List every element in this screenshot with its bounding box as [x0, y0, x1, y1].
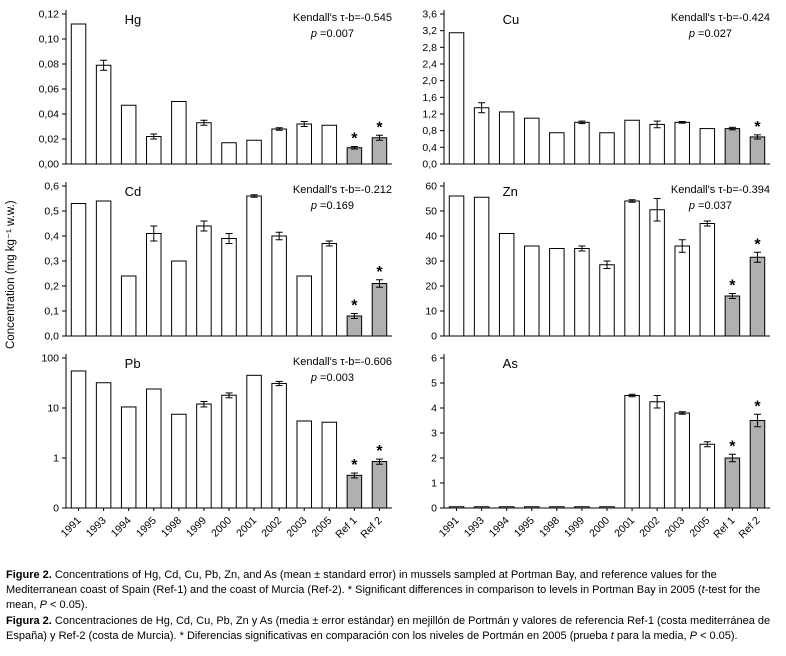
- bar-group-2005: [322, 125, 337, 164]
- bar-group-2003: [675, 122, 690, 165]
- figure-caption-1: [6, 568, 778, 613]
- data-bar: [121, 105, 136, 164]
- caption-segment: para la media,: [613, 629, 690, 642]
- bar-group-2001: [625, 120, 640, 164]
- data-bar: [121, 407, 136, 508]
- x-tick-label: Ref 1: [711, 514, 738, 541]
- data-bar: [297, 276, 312, 336]
- x-tick-label: 1995: [133, 514, 159, 540]
- bar-group-2005: [700, 129, 715, 164]
- y-tick-label: 0,5: [44, 205, 59, 218]
- bar-group-2003: [675, 412, 690, 508]
- y-tick-label: 0,10: [38, 33, 59, 46]
- bar-group-2002: [650, 121, 665, 164]
- significance-asterisk: *: [351, 130, 358, 148]
- x-tick-label: 2003: [662, 514, 688, 540]
- data-bar: [449, 507, 464, 508]
- y-tick-label: 0,04: [38, 108, 59, 121]
- data-bar: [550, 133, 565, 164]
- x-tick-label: 1993: [83, 514, 109, 540]
- bar-group-2001: [247, 195, 261, 336]
- bar-group-2005: [700, 221, 715, 336]
- data-bar: [322, 125, 337, 164]
- bar-group-ref-2: [750, 398, 765, 508]
- x-tick-label: 1998: [536, 514, 562, 540]
- data-bar: [71, 24, 86, 164]
- data-bar: [222, 143, 237, 164]
- bar-group-1994: [499, 112, 514, 164]
- bar-group-1991: [71, 204, 86, 337]
- y-tick-label: 2,0: [422, 75, 437, 88]
- data-bar: [700, 129, 715, 164]
- x-tick-label: 2000: [209, 514, 235, 540]
- bar-group-2002: [272, 381, 287, 508]
- bar-group-ref-1: [347, 298, 362, 337]
- data-bar: [650, 124, 665, 164]
- y-tick-label: 0,2: [44, 280, 59, 293]
- y-tick-label: 0: [53, 502, 59, 515]
- bar-group-2000: [222, 393, 237, 508]
- bar-group-2001: [247, 375, 261, 508]
- data-bar: [96, 201, 111, 336]
- bar-group-2000: [600, 133, 615, 164]
- data-bar: [121, 276, 136, 336]
- bar-group-ref-2: [750, 119, 765, 164]
- bar-group-ref-1: [725, 278, 740, 337]
- x-tick-label: 1998: [158, 514, 184, 540]
- bar-group-2002: [272, 128, 287, 164]
- x-tick-label: Ref 2: [358, 514, 385, 541]
- x-tick-label: 2001: [234, 514, 260, 540]
- y-tick-label: 10: [425, 305, 437, 318]
- data-bar: [575, 249, 590, 337]
- significance-asterisk: *: [351, 457, 358, 475]
- bar-group-1994: [121, 407, 136, 508]
- x-tick-label: 1994: [486, 514, 512, 540]
- data-bar: [247, 375, 261, 508]
- y-tick-label: 60: [425, 180, 437, 193]
- bar-group-1998: [550, 507, 565, 508]
- significance-asterisk: *: [754, 118, 761, 136]
- x-tick-label: Ref 1: [333, 514, 360, 541]
- caption-segment: Concentraciones de Hg, Cd, Cu, Pb, Zn y As (media ± error estándar) en mejillón de Portmán y valores de referencia Ref-1 (costa mediterránea de España) y Ref-2 (costa de Murcia). * Diferencias significativas en comparación con los niveles de Portmán en 2005 (prueba: [6, 614, 771, 642]
- y-tick-label: 40: [425, 230, 437, 243]
- caption-segment: -test for the mean,: [6, 583, 761, 611]
- data-bar: [71, 371, 86, 508]
- chart-title: As: [502, 356, 518, 371]
- data-bar: [700, 224, 715, 337]
- data-bar: [625, 396, 640, 509]
- data-bar: [172, 102, 187, 165]
- reference-bar: [725, 296, 740, 336]
- reference-bar: [372, 462, 387, 508]
- bar-group-2003: [675, 240, 690, 336]
- y-tick-label: 2: [431, 452, 437, 465]
- p-value-annotation: p =0.037: [688, 200, 732, 212]
- data-bar: [272, 236, 287, 336]
- data-bar: [222, 395, 237, 508]
- bar-group-2001: [247, 140, 261, 164]
- significance-asterisk: *: [376, 119, 383, 137]
- y-tick-label: 0,12: [38, 8, 59, 21]
- data-bar: [700, 444, 715, 508]
- data-bar: [600, 133, 615, 164]
- chart-title: Pb: [124, 356, 141, 371]
- bar-group-1994: [499, 234, 514, 337]
- bar-group-1994: [121, 105, 136, 164]
- bar-group-1991: [449, 507, 464, 508]
- y-tick-label: 0,6: [44, 180, 59, 193]
- y-tick-label: 2,4: [422, 58, 437, 71]
- x-tick-label: 2005: [687, 514, 713, 540]
- data-bar: [172, 261, 187, 336]
- x-tick-label: 1994: [108, 514, 134, 540]
- p-value-annotation: p =0.169: [310, 200, 354, 212]
- data-bar: [474, 507, 489, 508]
- data-bar: [625, 201, 640, 336]
- y-tick-label: 6: [431, 352, 437, 365]
- bar-group-1995: [525, 246, 540, 336]
- data-bar: [322, 244, 337, 337]
- y-tick-label: 0,02: [38, 133, 59, 146]
- bar-group-2002: [650, 199, 665, 337]
- y-tick-label: 0,0: [44, 330, 59, 343]
- y-tick-label: 0,06: [38, 83, 59, 96]
- bar-group-1995: [147, 226, 162, 336]
- y-tick-label: 5: [431, 377, 437, 390]
- data-bar: [197, 404, 212, 508]
- kendall-annotation: Kendall's τ-b=-0.424: [670, 12, 770, 24]
- x-tick-label: 2003: [284, 514, 310, 540]
- y-tick-label: 0,4: [44, 230, 59, 243]
- y-tick-label: 20: [425, 280, 437, 293]
- data-bar: [272, 129, 287, 164]
- reference-bar: [750, 137, 765, 164]
- y-tick-label: 1: [431, 477, 437, 490]
- data-bar: [575, 122, 590, 164]
- significance-asterisk: *: [754, 236, 761, 254]
- y-tick-label: 0,4: [422, 141, 437, 154]
- bar-group-1994: [121, 276, 136, 336]
- bar-group-ref-1: [725, 127, 740, 164]
- data-bar: [147, 234, 162, 337]
- kendall-annotation: Kendall's τ-b=-0.606: [292, 356, 392, 368]
- caption-segment: P: [689, 629, 697, 642]
- bar-group-2003: [297, 122, 312, 165]
- p-value-annotation: p =0.007: [310, 28, 354, 40]
- significance-asterisk: *: [729, 277, 736, 295]
- data-bar: [575, 507, 590, 508]
- figure-caption-2: [6, 614, 778, 644]
- bar-group-2005: [700, 442, 715, 508]
- bar-group-1998: [550, 249, 565, 337]
- x-tick-label: 2001: [612, 514, 638, 540]
- y-tick-label: 0: [431, 330, 437, 343]
- chart-grid: [22, 2, 778, 564]
- bar-group-1991: [449, 33, 464, 164]
- x-tick-label: 1991: [58, 514, 84, 540]
- reference-bar: [750, 257, 765, 336]
- data-bar: [499, 112, 514, 164]
- data-bar: [550, 507, 565, 508]
- data-bar: [625, 120, 640, 164]
- x-tick-label: 2002: [259, 514, 285, 540]
- bar-group-2000: [222, 234, 237, 337]
- y-tick-label: 0,8: [422, 125, 437, 138]
- data-bar: [675, 122, 690, 164]
- chart-title: Zn: [502, 184, 518, 199]
- data-bar: [147, 137, 162, 165]
- bar-group-1998: [172, 261, 187, 336]
- bar-group-ref-2: [750, 236, 765, 336]
- data-bar: [247, 140, 261, 164]
- data-bar: [600, 507, 615, 508]
- figure-captions: [4, 564, 782, 644]
- data-bar: [474, 197, 489, 336]
- bar-group-2005: [322, 241, 337, 336]
- bar-group-1995: [525, 118, 540, 164]
- data-bar: [525, 507, 540, 508]
- bar-group-2003: [297, 276, 312, 336]
- bar-group-1994: [499, 507, 514, 508]
- data-bar: [297, 421, 312, 508]
- data-bar: [197, 123, 212, 164]
- reference-bar: [347, 148, 362, 164]
- bar-group-1993: [474, 103, 489, 164]
- bar-group-ref-1: [725, 438, 740, 508]
- y-tick-label: 0,08: [38, 58, 59, 71]
- bar-group-2005: [322, 422, 337, 508]
- x-tick-label: 2002: [637, 514, 663, 540]
- bar-group-2000: [222, 143, 237, 164]
- data-bar: [675, 246, 690, 336]
- x-tick-label: 1999: [184, 514, 210, 540]
- p-value-annotation: p =0.003: [310, 372, 354, 384]
- data-bar: [499, 234, 514, 337]
- x-tick-label: 1999: [562, 514, 588, 540]
- data-bar: [525, 118, 540, 164]
- bar-group-1995: [147, 389, 162, 508]
- kendall-annotation: Kendall's τ-b=-0.394: [670, 184, 770, 196]
- caption-segment: t: [610, 629, 614, 642]
- y-axis-label: Concentration (mg kg⁻¹ w.w.): [5, 200, 17, 349]
- significance-asterisk: *: [376, 443, 383, 461]
- kendall-annotation: Kendall's τ-b=-0.545: [292, 12, 392, 24]
- data-bar: [222, 239, 237, 337]
- bar-group-1995: [525, 507, 540, 508]
- bar-group-1995: [147, 134, 162, 164]
- significance-asterisk: *: [754, 398, 761, 416]
- bar-group-1998: [550, 133, 565, 164]
- reference-bar: [347, 475, 362, 508]
- data-bar: [449, 33, 464, 164]
- y-tick-label: 0,0: [422, 158, 437, 171]
- data-bar: [650, 402, 665, 508]
- bar-group-1991: [71, 371, 86, 508]
- kendall-annotation: Kendall's τ-b=-0.212: [292, 184, 392, 196]
- data-bar: [650, 210, 665, 336]
- bar-group-1993: [474, 507, 489, 508]
- chart-zn: [400, 174, 778, 346]
- caption-segment: < 0.05).: [46, 598, 88, 611]
- caption-segment: P: [39, 598, 47, 611]
- x-tick-label: Ref 2: [736, 514, 763, 541]
- x-tick-label: 2005: [309, 514, 335, 540]
- bar-group-ref-2: [372, 264, 387, 336]
- chart-hg: [22, 2, 400, 174]
- data-bar: [600, 265, 615, 336]
- y-tick-label: 2,8: [422, 41, 437, 54]
- y-tick-label: 3,6: [422, 8, 437, 21]
- bar-group-1999: [575, 507, 590, 508]
- data-bar: [675, 413, 690, 508]
- chart-as: [400, 346, 778, 564]
- bar-group-ref-1: [347, 131, 362, 165]
- data-bar: [247, 196, 261, 336]
- y-tick-label: 0: [431, 502, 437, 515]
- chart-cd: [22, 174, 400, 346]
- bar-group-1998: [172, 414, 187, 508]
- significance-asterisk: *: [376, 263, 383, 281]
- bar-group-1999: [197, 401, 212, 508]
- chart-pb: [22, 346, 400, 564]
- x-tick-label: 1991: [436, 514, 462, 540]
- bar-group-2002: [272, 232, 287, 336]
- bar-group-1993: [96, 201, 111, 336]
- data-bar: [71, 204, 86, 337]
- bar-group-2003: [297, 421, 312, 508]
- bar-group-1991: [71, 24, 86, 164]
- y-tick-label: 3: [431, 427, 437, 440]
- reference-bar: [372, 284, 387, 337]
- data-bar: [96, 65, 111, 164]
- data-bar: [525, 246, 540, 336]
- chart-title: Hg: [124, 12, 142, 27]
- bar-group-ref-2: [372, 443, 387, 508]
- y-tick-label: 10: [47, 402, 59, 415]
- significance-asterisk: *: [729, 438, 736, 456]
- y-tick-label: 50: [425, 205, 437, 218]
- reference-bar: [750, 421, 765, 509]
- bar-group-1999: [197, 221, 212, 336]
- bar-group-1998: [172, 102, 187, 165]
- significance-asterisk: *: [351, 297, 358, 315]
- data-bar: [499, 507, 514, 508]
- chart-cu: [400, 2, 778, 174]
- data-bar: [474, 108, 489, 164]
- p-value-annotation: p =0.027: [688, 28, 732, 40]
- bar-group-2001: [625, 394, 640, 508]
- chart-title: Cd: [124, 184, 142, 199]
- bar-group-1991: [449, 196, 464, 336]
- bar-group-1999: [575, 121, 590, 164]
- y-tick-label: 1,6: [422, 91, 437, 104]
- bar-group-2000: [600, 261, 615, 336]
- caption-segment: Figura 2.: [6, 614, 52, 627]
- data-bar: [172, 414, 187, 508]
- data-bar: [550, 249, 565, 337]
- y-tick-label: 3,2: [422, 25, 437, 38]
- bar-group-2002: [650, 396, 665, 509]
- caption-segment: Figure 2.: [6, 569, 52, 581]
- bar-group-ref-2: [372, 119, 387, 164]
- y-tick-label: 0,3: [44, 255, 59, 268]
- x-tick-label: 1993: [461, 514, 487, 540]
- bar-group-ref-1: [347, 457, 362, 508]
- data-bar: [147, 389, 162, 508]
- y-tick-label: 100: [41, 352, 59, 365]
- bar-group-1993: [474, 197, 489, 336]
- bar-group-1993: [96, 60, 111, 164]
- bar-group-1999: [575, 246, 590, 336]
- bar-group-1999: [197, 120, 212, 164]
- data-bar: [197, 226, 212, 336]
- data-bar: [272, 383, 287, 508]
- x-tick-label: 2000: [587, 514, 613, 540]
- caption-segment: t: [701, 583, 705, 596]
- reference-bar: [372, 138, 387, 164]
- x-tick-label: 1995: [511, 514, 537, 540]
- y-tick-label: 0,1: [44, 305, 59, 318]
- bar-group-2001: [625, 200, 640, 336]
- chart-title: Cu: [502, 12, 520, 27]
- bar-group-2000: [600, 507, 615, 508]
- reference-bar: [725, 458, 740, 508]
- y-tick-label: 0,00: [38, 158, 59, 171]
- data-bar: [449, 196, 464, 336]
- data-bar: [96, 383, 111, 508]
- caption-segment: < 0.05).: [696, 629, 738, 642]
- y-tick-label: 1: [53, 452, 59, 465]
- data-bar: [297, 124, 312, 164]
- y-tick-label: 30: [425, 255, 437, 268]
- data-bar: [322, 422, 337, 508]
- y-tick-label: 4: [431, 402, 437, 415]
- caption-segment: Concentrations of Hg, Cd, Cu, Pb, Zn, and As (mean ± standard error) in mussels sampled at Portman Bay, and reference values for the Mediterranean coast of Spain (Ref-1) and the coast of Murcia (Ref-2). * Significant differences in comparison to levels in Portman Bay in 2005 (: [6, 569, 717, 596]
- figure-charts-area: [4, 2, 782, 564]
- bar-group-1993: [96, 383, 111, 508]
- y-tick-label: 1,2: [422, 108, 437, 121]
- reference-bar: [725, 129, 740, 164]
